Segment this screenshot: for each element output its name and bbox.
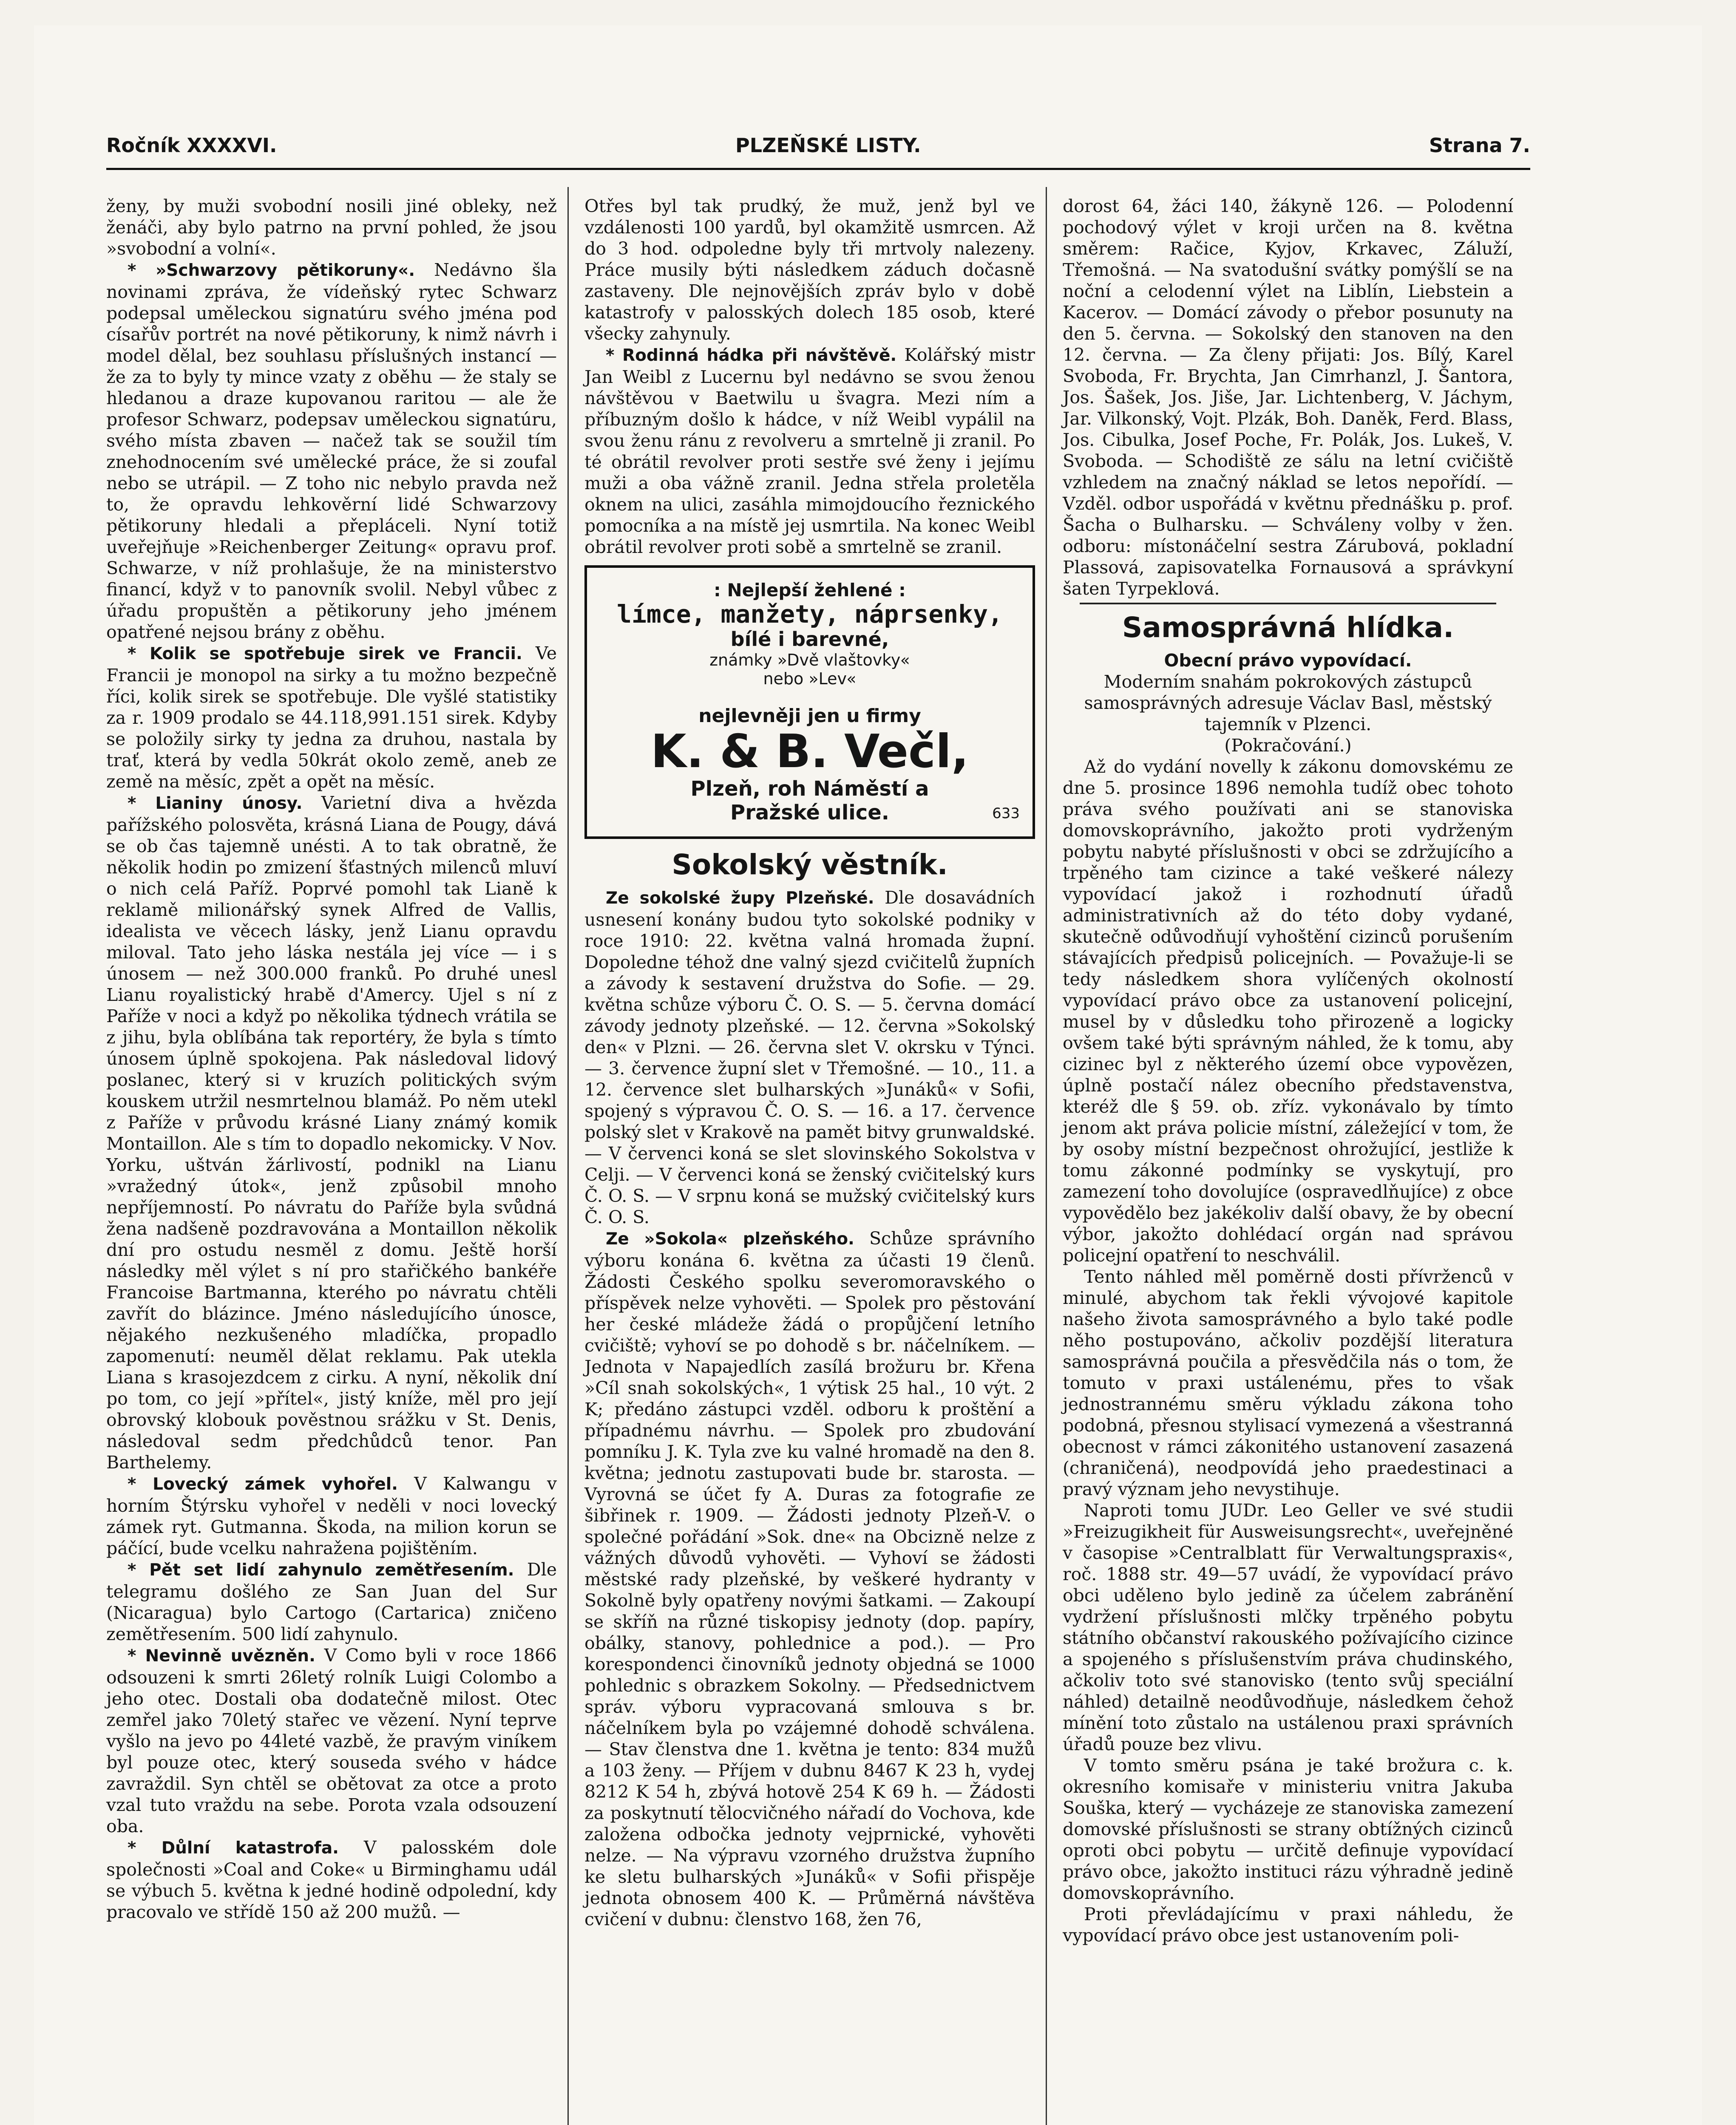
ad-line: známky »Dvě vlaštovky« bbox=[709, 651, 910, 669]
article-paragraph: Proti převládajícímu v praxi náhledu, že vypovídací právo obce jest ustanovením poli- bbox=[1063, 1904, 1513, 1946]
masthead-title: PLZEŇSKÉ LISTY. bbox=[735, 134, 921, 157]
ad-line: : Nejlepší žehlené : bbox=[714, 580, 906, 601]
news-headline: * Pět set lidí zahynulo zemětřesením. bbox=[128, 1561, 514, 1580]
article-text: dorost 64, žáci 140, žákyně 126. — Polodenní pochodový výlet v kroji určen na 8. května směrem: Račice, Kyjov, Krkavec, Záluží, Třemošná. — Na svatodušní svátky pomýšlí se na noční a celodenní výlet na Liblín, Liebstein a Kacerov. — Domácí závody o přebor posunuty na den 5. června. — Sokolský den stanoven na den 12. června. — Za členy přijati: Jos. Bílý, Karel Svoboda, Fr. Brychta, Jan Cimrhanzl, J. Šantora, Jos. Šašek, Jos. Jiše, Jar. Lichtenberg, V. Jáchym, Jar. Vilkonský, Vojt. Plzák, Boh. Daněk, Ferd. Blass, Jos. Cibulka, Josef Poche, Fr. Polák, Jos. Lukeš, V. Svoboda. — Schodiště ze sálu na letní cvičiště vzhledem na značný náklad se letos nepořídí. — Vzděl. odbor uspořádá v květnu přednášku p. prof. Šacha o Bulharsku. — Schváleny volby v žen. odboru: místonáčelní sestra Zárubová, pokladní Plassová, zapisovatelka Fornausová a správkyní šaten Tyrpeklová. bbox=[1063, 196, 1513, 599]
news-item bbox=[584, 887, 1035, 1228]
section-title: Samosprávná hlídka. bbox=[1122, 611, 1454, 644]
news-text: Dle dosavádních usnesení konány budou tyto sokolské podniky v roce 1910: 22. května valná hromada župní. Dopoledne téhož dne valný sjezd cvičitelů župních a závody k sestavení družstva do Sofie. — 29. května schůze výboru Č. O. S. — 5. června domácí závody jednoty plzeňské. — 12. června »Sokolský den« v Plzni. — 26. června slet V. okrsku v Týnci. — 3. července župní slet v Třemošné. — 10., 11. a 12. července slet bulharských »Junáků« v Sofii, spojený s výpravou Č. O. S. — 16. a 17. července polský slet v Krakově na pamět bitvy grunwaldské. — V červenci koná se slet slovinského Sokolstva v Celji. — V červenci koná se ženský cvičitelský kurs Č. O. S. — V srpnu koná se mužský cvičitelský kurs Č. O. S. bbox=[584, 887, 1035, 1227]
news-item bbox=[106, 259, 557, 643]
section-title: Sokolský věstník. bbox=[672, 848, 948, 881]
news-headline: * Kolik se spotřebuje sirek ve Francii. bbox=[128, 644, 522, 663]
news-text: Varietní diva a hvězda pařížského polosvěta, krásná Liana de Pougy, dává se ob čas tajemně unésti. A to tak obratně, že několik hodin po zmizení šťastných milenců mluví o nich celá Paříž. Poprvé pomohl tak Lianě k reklamě milionářský synek Alfred de Vallis, idealista ve věcech lásky, jenž Lianu opravdu miloval. Tato jeho láska nestála jej více — i s únosem — než 300.000 franků. Po druhé unesl Lianu royalistický hrabě d'Amercy. Ujel s ní z Paříže v noci a když po několika týdnech vrátila se z jihu, byla oblíbána tak reportéry, že byla s tímto únosem úplně spokojena. Pak následoval lidový poslanec, který si v kruzích politických svým kouskem utržil nesmrtelnou blamáž. Po něm utekl z Paříže v průvodu krásné Liany známý komik Montaillon. Ale s tím to dopadlo nekomicky. V Nov. Yorku, uštván žárlivostí, podnikl na Lianu »vražedný útok«, jenž způsobil mnoho nepříjemností. Po návratu do Paříže byla svůdná žena nadšeně pozdravována a Montaillon několik dní pro ostudu nesměl z domu. Ještě horší následky měl výlet s ní pro stařičkého bankéře Francoise Bartmanna, kterého po návratu chtěli zavřít do blázince. Jméno následujícího únosce, nějakého nezkušeného mladíčka, propadlo zapomenutí: neuměl dělat reklamu. Pak utekla Liana s krasojezdcem z cirku. A nyní, několik dní po tom, co její »přítel«, jistý kníže, měl pro její obrovský klobouk pověstnou srážku v St. Denis, následoval sedm předchůdců tenor. Pan Barthelemy. bbox=[106, 793, 557, 1473]
advertisement bbox=[584, 565, 1035, 839]
news-item bbox=[106, 792, 557, 1473]
ad-line: nejlevněji jen u firmy bbox=[698, 705, 921, 727]
ad-line: nebo »Lev« bbox=[763, 669, 857, 688]
ad-firm-name: K. & B. Večl, bbox=[650, 725, 969, 778]
column-3 bbox=[1063, 196, 1513, 1946]
column-1 bbox=[106, 196, 557, 1923]
news-headline: Ze »Sokola« plzeňského. bbox=[606, 1230, 854, 1249]
news-text: Schůze správního výboru konána 6. května za účasti 19 členů. Žádosti Českého spolku severomoravského o příspěvek nelze vyhověti. — Spolek pro pěstování her české mládeže žádá o propůjčení letního cvičiště; vyhoví se po dohodě s br. náčelníkem. — Jednota v Napajedlích zasílá brožuru br. Křena »Cíl snah sokolských«, 1 výtisk 25 hal., 10 výt. 2 K; předáno zástupci vzděl. odboru k proštění a případnému návrhu. — Spolek pro zbudování pomníku J. K. Tyla zve ku valné hromadě na den 8. května; jednotu zastupovati bude br. starosta. — Vyrovná se účet fy A. Duras za fotografie ze šibřinek r. 1909. — Žádosti jednoty Plzeň-V. o společné pořádání »Sok. dne« na Obcizně nelze z vážných důvodů vyhověti. — Vyhoví se žádosti městské rady plzeňské, by veškeré hydranty v Sokolně byly opatřeny novými šatkami. — Zakoupí se skříň na různé tiskopisy jednoty (dop. papíry, obálky, stanovy, pohlednice a pod.). — Pro korespondenci činovníků jednoty objedná se 1000 pohlednic s obrazkem Sokolny. — Předsednictvem správ. výboru vypracovaná smlouva s br. náčelníkem byla po vzájemné dohodě schválena. — Stav členstva dne 1. května je tento: 834 mužů a 103 ženy. — Příjem v dubnu 8467 K 23 h, vydej 8212 K 54 h, zbývá hotově 254 K 69 h. — Žádosti za poskytnutí tělocvičného nářadí do Vochova, kde založena odbočka jednoty vejprnické, vyhověti nelze. — Na výpravu vzorného družstva župního ke sletu bulharských »Junáků« v Sofii přispěje jednota obnosem 400 K. — Průměrná návštěva cvičení v dubnu: členstvo 168, žen 76, bbox=[584, 1228, 1035, 1930]
column-divider bbox=[1046, 187, 1047, 2125]
news-text: Ve Francii je monopol na sirky a tu možno bezpečně říci, kolik sirek se spotřebuje. Dle vyšlé statistiky za r. 1909 prodalo se 44.118,991.151 sirek. Kdyby se položily sirky ty jedna za druhou, nastala by trať, která by vedla 50krát okolo země, aneb ze země na měsíc, zpět a opět na měsíc. bbox=[106, 643, 557, 792]
article-text: Otřes byl tak prudký, že muž, jenž byl ve vzdálenosti 100 yardů, byl okamžitě usmrcen. Až do 3 hod. odpoledne byly tři mrtvoly nalezeny. Práce musily býti následkem záduch dočasně zastaveny. Dle nejnovějších zpráv bylo v době katastrofy v palosských dolech 185 osob, které všecky zahynuly. bbox=[584, 196, 1035, 344]
article-paragraph: V tomto směru psána je také brožura c. k. okresního komisaře v ministeriu vnitra Jakuba Souška, který — vycházeje ze stanoviska zamezení domovské příslušnosti se strany obtížných cizinců oproti obci pobytu — určitě definuje vypovídací právo obce, jakožto instituci rázu výhradně jedině domovskoprávního. bbox=[1063, 1755, 1513, 1903]
ad-line: bílé i barevné, bbox=[730, 628, 889, 651]
news-text: V palosském dole společnosti »Coal and Coke« u Birminghamu udál se výbuch 5. května k jedné hodině odpolední, kdy pracovalo ve střídě 150 až 200 mužů. — bbox=[106, 1837, 557, 1922]
news-item bbox=[106, 1559, 557, 1645]
news-item bbox=[106, 1473, 557, 1559]
news-headline: * Lovecký zámek vyhořel. bbox=[128, 1475, 398, 1494]
news-item bbox=[106, 1645, 557, 1837]
section-rule bbox=[1080, 603, 1496, 604]
news-headline: Ze sokolské župy Plzeňské. bbox=[606, 889, 874, 908]
subtitle-text: Obecní právo vypovídací. bbox=[1164, 650, 1412, 671]
page-number: Strana 7. bbox=[1429, 134, 1530, 157]
news-headline: * Nevinně uvězněn. bbox=[128, 1646, 315, 1666]
news-text: V Como byli v roce 1866 odsouzeni k smrti 26letý rolník Luigi Colombo a jeho otec. Dostali oba dodatečně milost. Otec zemřel jako 70letý stařec ve vězení. Nyní teprve vyšlo na jevo po 44leté vazbě, že pravým viníkem byl pouze otec, který souseda svého v hádce zavraždil. Syn chtěl se obětovat za otce a proto vzal tuto vraždu na sebe. Porota vzala odsouzení oba. bbox=[106, 1645, 557, 1836]
column-divider bbox=[567, 187, 569, 2125]
ad-number: 633 bbox=[992, 805, 1020, 822]
news-item bbox=[584, 344, 1035, 558]
article-paragraph: Tento náhled měl poměrně dosti přívrženců v minulé, abychom tak řekli vývojové kapitole našeho života samosprávného a bylo také podle něho postupováno, ačkoliv pozdější literatura samosprávná poučila a přesvědčila nás o tom, že tomuto v praxi ustálenému, přes to však jednostrannému směru výkladu zákona toho podobná, přesnou stylisací vymezená a všestranná obecnost v rámci zákonitého ustanovení zasazená (chraničená), neodpovídá jeho praedestinaci a pravý význam jeho nevystihuje. bbox=[1063, 1266, 1513, 1499]
news-headline: * »Schwarzovy pětikoruny«. bbox=[128, 261, 415, 280]
section-subtitle bbox=[1063, 650, 1513, 671]
news-headline: * Důlní katastrofa. bbox=[128, 1839, 339, 1858]
news-item bbox=[584, 1228, 1035, 1930]
news-item bbox=[106, 1837, 557, 1923]
article-paragraph: Až do vydání novelly k zákonu domovskému ze dne 5. prosince 1896 nemohla tudíž obec tohoto práva svého používati ani se stanoviska domovskoprávního, jakožto proti vydrženým pobytu nabyté příslušnosti v obci se zdržujícího a trpěného tam cizince a také veškeré nálezy vypovídací jakož i rozhodnutí úřadů administrativních až do této doby vydané, skutečně odůvodňují vyhoštění cizinců porušením stávajících předpisů policejních. — Považuje-li se tedy následkem shora vylíčených okolností vypovídací právo obce za ustanovení policejní, musel by v důsledku toho přirozeně a logicky ovšem také býti správným náhled, že k tomu, aby cizinec byl z některého území obce vypovězen, úplně postačí nález obecního představenstva, kteréž dle § 59. ob. zříz. vykonávalo by tímto jenom akt práva policie místní, záležející v tom, že by osoby místní bezpečnost ohrožující, jestliže k tomu zákonné podmínky se vyskytují, pro zamezení toho dovolujíce (ospravedlňujíce) z obce vypovědělo bez jakékoliv další obavy, že by obecní výbor, jakožto dohlédací orgán nad správou policejní opatření to neschválil. bbox=[1063, 756, 1513, 1266]
news-text: Dle telegramu došlého ze San Juan del Sur (Nicaragua) bylo Cartogo (Cartarica) zničeno zemětřesením. 500 lidí zahynulo. bbox=[106, 1559, 557, 1644]
volume-label: Ročník XXXXVI. bbox=[106, 134, 277, 157]
news-text: Kolářský mistr Jan Weibl z Lucernu byl nedávno se svou ženou návštěvou v Baetwilu u švagra. Mezi ním a příbuzným došlo k hádce, v níž Weibl vypálil na svou ženu ránu z revolveru a smrtelně ji zranil. Po té obrátil revolver proti sestře své ženy i jejímu muži a oba vážně zranil. Jedna střela proletěla oknem na ulici, zasáhla mimojdoucího řeznického pomocníka a na místě jej usmrtila. Na konec Weibl obrátil revolver proti sobě a smrtelně se zranil. bbox=[584, 345, 1035, 557]
news-headline: * Rodinná hádka při návštěvě. bbox=[606, 346, 897, 365]
news-headline: * Lianiny únosy. bbox=[128, 794, 303, 813]
ad-line: Pražské ulice. bbox=[730, 801, 889, 824]
header-rule bbox=[106, 168, 1530, 170]
news-text: V Kalwangu v horním Štýrsku vyhořel v neděli v noci lovecký zámek ryt. Gutmanna. Škoda, na milion korun se páčící, bude vcelku nahražena pojištěním. bbox=[106, 1473, 557, 1558]
ad-line: límce, manžety, náprsenky, bbox=[617, 600, 1003, 629]
page-header bbox=[106, 134, 1530, 164]
continuation-note: (Pokračování.) bbox=[1224, 735, 1352, 756]
ad-line: Plzeň, roh Náměstí a bbox=[690, 777, 929, 801]
article-text: ženy, by muži svobodní nosili jiné obleky, než ženáči, aby bylo patrno na první pohled, že jsou »svobodní a volní«. bbox=[106, 196, 557, 259]
column-2 bbox=[584, 196, 1035, 1930]
article-intro: Moderním snahám pokrokových zástupců samosprávných adresuje Václav Basl, městský tajemník v Plzenci. bbox=[1084, 672, 1492, 734]
news-item bbox=[106, 643, 557, 792]
article-paragraph: Naproti tomu JUDr. Leo Geller ve své studii »Freizugikheit für Ausweisungsrecht«, uveřejněné v časopise »Centralblatt für Verwaltungspraxis«, roč. 1888 str. 49—57 uvádí, že vypovídací právo obci uděleno bylo jedině za účelem zabránění vydržení příslušnosti mlčky trpěného pobytu státního občanství rakouského požívajícího cizince a spojeného s příslušenstvím práva chudinského, ačkoliv toto své stanovisko (tento svůj speciální náhled) detailně neodůvodňuje, následkem čehož mínění toto zůstalo na ustálenou praxi správních úřadů pouze bez vlivu. bbox=[1063, 1500, 1513, 1754]
news-text: Nedávno šla novinami zpráva, že vídeňský rytec Schwarz podepsal uměleckou signatúru svého jména pod císařův portrét na nové pětikoruny, k nimž návrh i model dělal, bez souhlasu příslušných instancí — že za to byly ty mince vzaty z oběhu — že staly se hledanou a draze kupovanou raritou — ale že profesor Schwarz, podepsav uměleckou signatúru, svého místa zbaven — načež tak se soužil tím znehodnocením své umělecké práce, že si zoufal nebo se utrápil. — Z toho nic nebylo pravda než to, že opravdu lehkověrní lidé Schwarzovy pětikoruny hledali a přepláceli. Nyní totiž uveřejňuje »Reichenberger Zeitung« opravu prof. Schwarze, v níž prohlašuje, že na ministerstvo financí, když v to panovník svolil. Nebyl vůbec z úřadu propuštěn a pětikoruny jeho jménem opatřené nejsou brány z oběhu. bbox=[106, 260, 557, 642]
